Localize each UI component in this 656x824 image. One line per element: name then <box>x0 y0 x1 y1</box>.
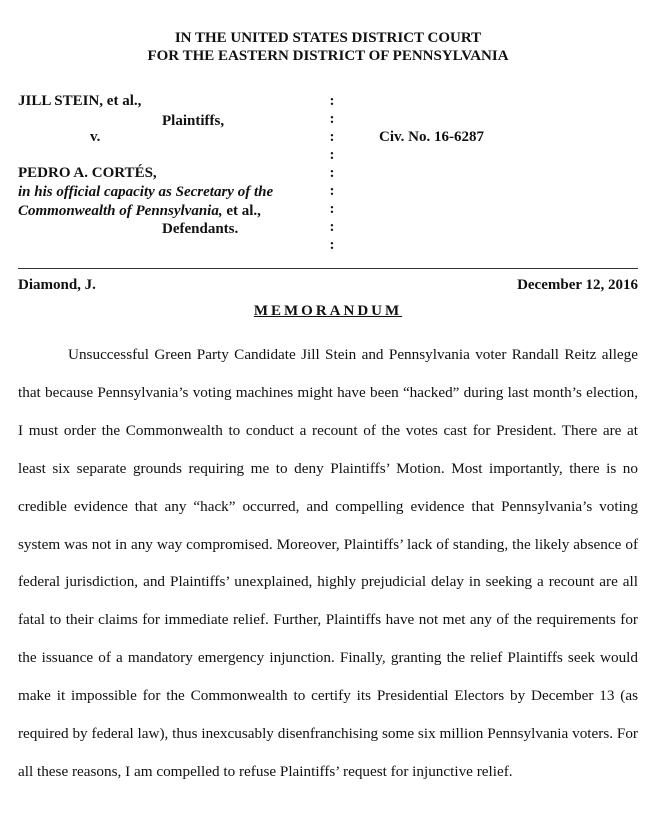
versus: v. <box>90 129 101 145</box>
memorandum-title-text: MEMORANDUM <box>253 303 403 319</box>
caption-colon: : <box>329 129 335 145</box>
defendant-capacity-suffix: et al., <box>222 203 261 219</box>
memorandum-body: Unsuccessful Green Party Candidate Jill Stein and Pennsylvania voter Randall Reitz allege that because Pennsylvania’s voting machines might have been “hacked” during last month’s election, I must order the Commonwealth to conduct a recount of the votes cast for President. There are at least six separate grounds requiring me to deny Plaintiffs’ Motion. Most importantly, there is no credible evidence that any “hack” occurred, and compelling evidence that Pennsylvania’s voting system was not in any way compromised. Moreover, Plaintiffs’ lack of standing, the likely absence of federal jurisdiction, and Plaintiffs’ unexplained, highly prejudicial delay in seeking a recount are all fatal to their claims for immediate relief. Further, Plaintiffs have not met any of the requirements for the issuance of a mandatory emergency injunction. Finally, granting the relief Plaintiffs seek would make it impossible for the Commonwealth to certify its Presidential Electors by December 13 (as required by federal law), thus inexcusably disenfranchising some six million Pennsylvania voters. For all these reasons, I am compelled to refuse Plaintiffs’ request for injunctive relief. <box>18 346 638 780</box>
defendant-capacity-italic: Commonwealth of Pennsylvania, <box>18 203 223 219</box>
plaintiff-role: Plaintiffs, <box>162 113 225 129</box>
court-name-line-2: FOR THE EASTERN DISTRICT OF PENNSYLVANIA <box>147 48 509 64</box>
caption-colon: : <box>329 183 335 199</box>
caption-colon: : <box>329 237 335 253</box>
opinion-date: December 12, 2016 <box>517 277 638 293</box>
memorandum-title <box>0 302 656 320</box>
caption-colon: : <box>329 219 335 235</box>
defendant-role: Defendants. <box>162 221 239 237</box>
defendant-capacity-line-1: in his official capacity as Secretary of the <box>18 184 274 200</box>
caption-colon: : <box>329 201 335 217</box>
defendant-name: PEDRO A. CORTÉS, <box>18 165 157 181</box>
plaintiff-name: JILL STEIN, et al., <box>18 93 142 109</box>
court-name-line-1: IN THE UNITED STATES DISTRICT COURT <box>174 30 482 46</box>
defendant-capacity-line-2 <box>18 202 261 220</box>
caption-colon: : <box>329 93 335 109</box>
case-number: Civ. No. 16-6287 <box>379 129 484 145</box>
caption-colon: : <box>329 165 335 181</box>
judge-name: Diamond, J. <box>18 277 96 293</box>
caption-divider <box>18 268 638 269</box>
caption-colon: : <box>329 147 335 163</box>
caption-colon: : <box>329 111 335 127</box>
